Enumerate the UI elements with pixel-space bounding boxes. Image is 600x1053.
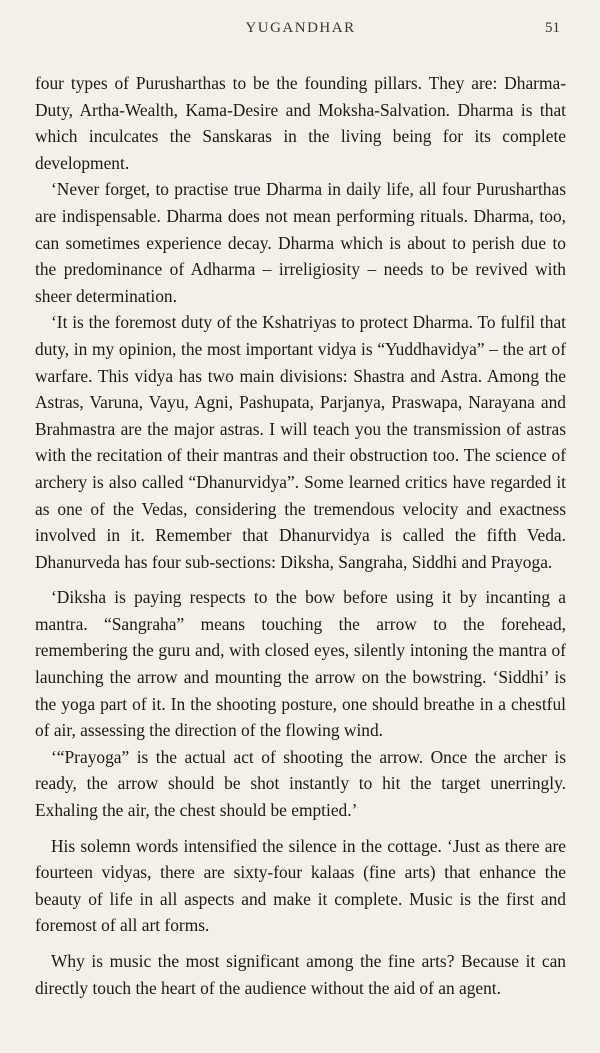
- page-number: 51: [545, 20, 560, 36]
- body-text: [35, 70, 566, 1001]
- running-title: YUGANDHAR: [245, 20, 356, 36]
- paragraph-3: ‘It is the foremost duty of the Kshatriyas to protect Dharma. To fulfil that duty, in my opinion, the most important vidya is “Yuddhavidya” – the art of warfare. This vidya has two main divisions: Shastra and Astra. Among the Astras, Varuna, Vayu, Agni, Pashupata, Parjanya, Praswapa, Narayana and Brahmastra are the major astras. I will teach you the transmission of astras with the recitation of their mantras and their obstruction too. The science of archery is also called “Dhanurvidya”. Some learned critics have regarded it as one of the Vedas, considering the tremendous velocity and exactness involved in it. Remember that Dhanurvidya is called the fifth Veda. Dhanurveda has four sub-sections: Diksha, Sangraha, Siddhi and Prayoga.: [35, 312, 566, 572]
- paragraph-6: His solemn words intensified the silence in the cottage. ‘Just as there are fourteen vidyas, there are sixty-four kalaas (fine arts) that enhance the beauty of life in all aspects and make it complete. Music is the first and foremost of all art forms.: [35, 835, 566, 936]
- running-head: [35, 0, 566, 54]
- paragraph-2: ‘Never forget, to practise true Dharma in daily life, all four Purusharthas are indispensable. Dharma does not mean performing rituals. Dharma, too, can sometimes experience decay. Dharma which is about to perish due to the predominance of Adharma – irreligiosity – needs to be revived with sheer determination.: [35, 179, 566, 306]
- paragraph-5: ‘“Prayoga” is the actual act of shooting the arrow. Once the archer is ready, the arrow should be shot instantly to hit the target unerringly. Exhaling the air, the chest should be emptied.’: [35, 746, 566, 821]
- paragraph-4: ‘Diksha is paying respects to the bow before using it by incanting a mantra. “Sangraha” means touching the arrow to the forehead, remembering the guru and, with closed eyes, silently intoning the mantra of launching the arrow and mounting the arrow on the bowstring. ‘Siddhi’ is the yoga part of it. In the shooting posture, one should breathe in a chestful of air, assessing the direction of the flowing wind.: [35, 587, 566, 741]
- paragraph-7: Why is music the most significant among the fine arts? Because it can directly touch the heart of the audience without the aid of an agent.: [35, 951, 566, 998]
- paragraph-1: four types of Purusharthas to be the founding pillars. They are: Dharma-Duty, Artha-Wealth, Kama-Desire and Moksha-Salvation. Dharma is that which inculcates the Sanskaras in the living being for its complete development.: [35, 73, 566, 173]
